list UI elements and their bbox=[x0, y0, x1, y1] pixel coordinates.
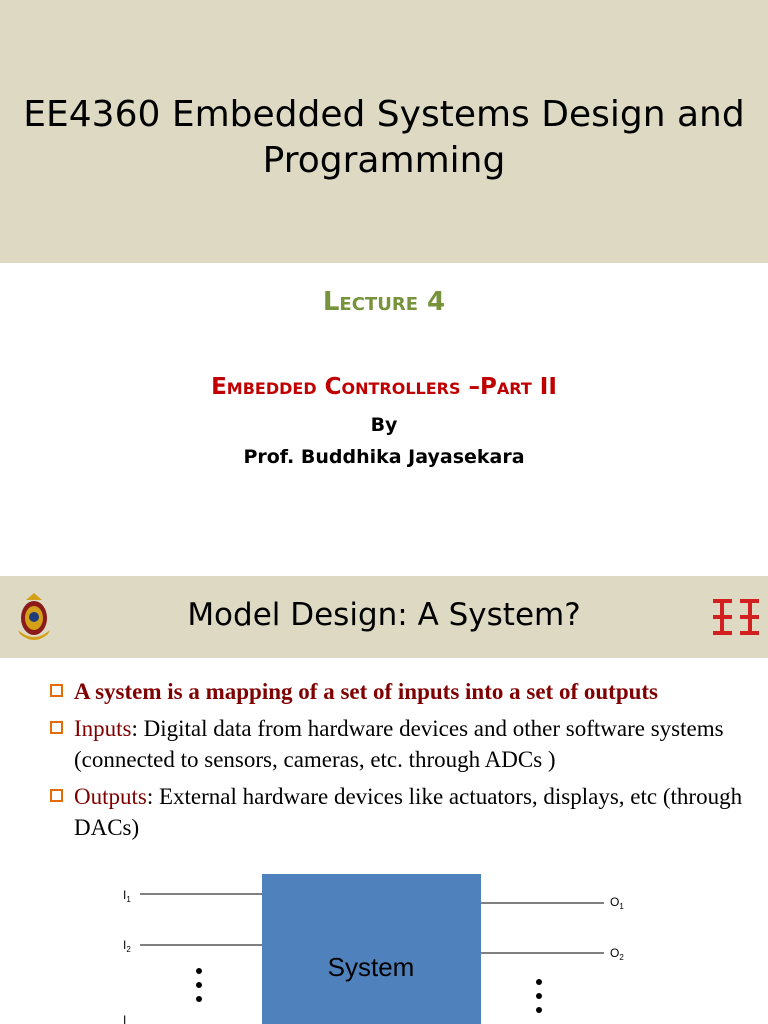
ellipsis-dot bbox=[196, 982, 202, 988]
ellipsis-dot bbox=[196, 996, 202, 1002]
output-label-1: $O_1$ bbox=[610, 895, 624, 911]
ellipsis-dot bbox=[536, 1007, 542, 1013]
checkbox-bullet-icon bbox=[50, 789, 63, 802]
bullet-item bbox=[48, 676, 748, 707]
author-name: Prof. Buddhika Jayasekara bbox=[243, 446, 525, 468]
checkbox-bullet-icon bbox=[50, 721, 63, 734]
system-diagram bbox=[0, 860, 768, 1024]
system-label: System bbox=[327, 952, 415, 982]
bullet-list bbox=[48, 676, 748, 849]
input-label-n: I bbox=[123, 1013, 127, 1024]
output-label-2: $O_2$ bbox=[610, 946, 624, 962]
bullet-text: : Digital data from hardware devices and other software systems (connected to sensors, cameras, etc. through ADCs ) bbox=[74, 716, 724, 772]
bullet-keyword: Inputs bbox=[74, 716, 132, 741]
bullet-item bbox=[48, 713, 748, 775]
ellipsis-dot bbox=[536, 979, 542, 985]
system-box bbox=[262, 874, 481, 1024]
department-logo-icon bbox=[710, 596, 762, 638]
input-label-1: $I_1$ bbox=[123, 888, 131, 904]
lecture-number: Lecture 4 bbox=[322, 287, 446, 317]
ellipsis-dot bbox=[536, 993, 542, 999]
bullet-text: A system is a mapping of a set of inputs into a set of outputs bbox=[74, 679, 659, 704]
lecture-subtitle: Embedded Controllers –Part II bbox=[211, 374, 557, 400]
slide2-title: Model Design: A System? bbox=[187, 597, 581, 633]
bullet-item bbox=[48, 781, 748, 843]
course-title: EE4360 Embedded Systems Design and Programming bbox=[23, 94, 745, 181]
input-label-2: $I_2$ bbox=[123, 938, 131, 954]
bullet-keyword: Outputs bbox=[74, 784, 147, 809]
checkbox-bullet-icon bbox=[50, 684, 63, 697]
ellipsis-dot bbox=[196, 968, 202, 974]
by-label: By bbox=[370, 414, 398, 436]
bullet-text: : External hardware devices like actuators, displays, etc (through DACs) bbox=[74, 784, 743, 840]
